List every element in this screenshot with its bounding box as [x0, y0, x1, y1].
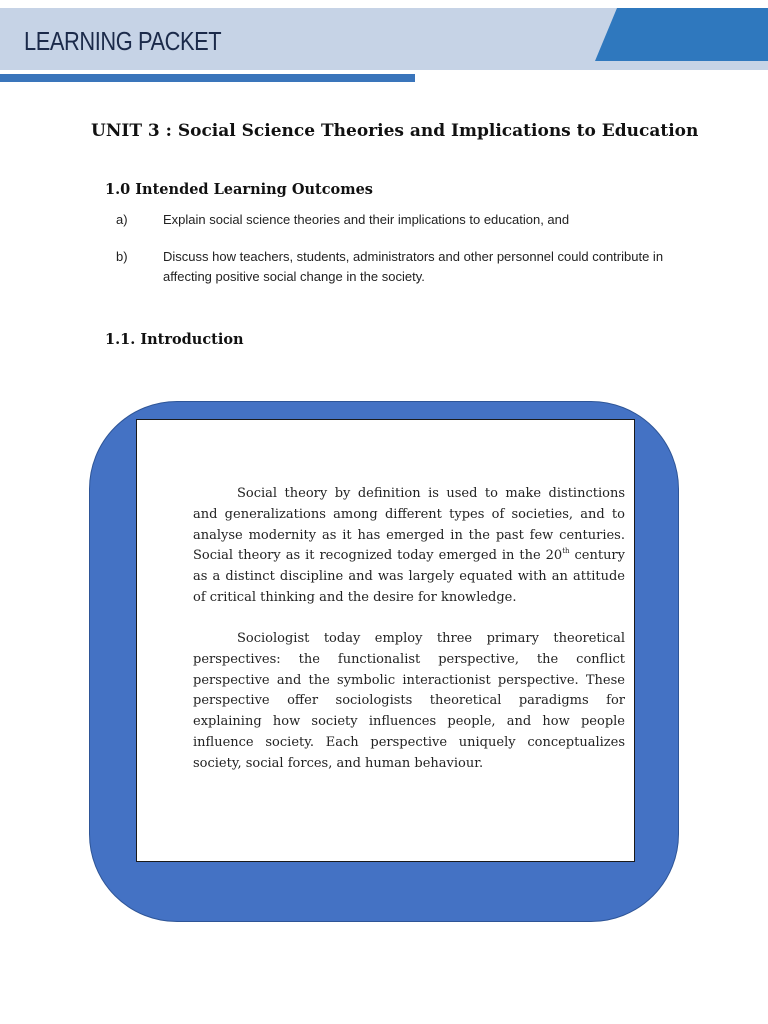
- paragraph-1-text-start: Social theory by definition is used to make distinctions and generalizations among different types of societies, and to analyse modernity as it has emerged in the past few centuries. Social theory as it recognized today emerged in the 20: [193, 486, 625, 564]
- ordinal-superscript: th: [562, 547, 570, 556]
- outcome-marker: b): [116, 249, 128, 264]
- paragraph-1-text-end: century as a distinct discipline and was largely equated with an attitude of critical thinking and the desire for knowledge.: [193, 548, 625, 605]
- introduction-paragraph-1: [193, 484, 625, 609]
- clipped-title-remnant: [205, 60, 525, 72]
- outcome-marker: a): [116, 212, 128, 227]
- introduction-heading: 1.1. Introduction: [105, 331, 244, 348]
- header-stripe: [0, 74, 415, 82]
- outcome-text: Explain social science theories and their implications to education, and: [163, 212, 570, 227]
- unit-title: UNIT 3 : Social Science Theories and Implications to Education: [91, 121, 699, 141]
- outcomes-heading: 1.0 Intended Learning Outcomes: [105, 181, 373, 198]
- header-accent-shape: [595, 8, 768, 61]
- introduction-paragraph-2: Sociologist today employ three primary theoretical perspectives: the functionalist perspective, the conflict perspective and the symbolic interactionist perspective. These perspective offer sociologists theoretical paradigms for explaining how society influences people, and how people influence society. Each perspective uniquely conceptualizes society, social forces, and human behaviour.: [193, 631, 625, 771]
- packet-title: LEARNING PACKET: [24, 26, 222, 56]
- outcome-text: Discuss how teachers, students, administrators and other personnel could contribute in affecting positive social change in the society.: [163, 249, 664, 284]
